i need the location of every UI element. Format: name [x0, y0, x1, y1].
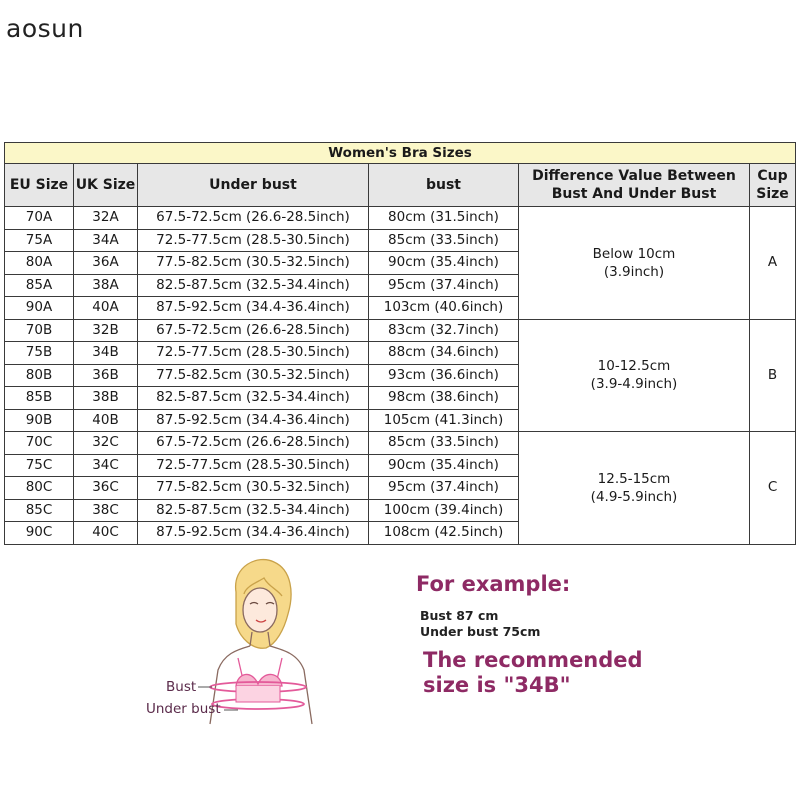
eu-size-cell: 85B	[5, 387, 74, 410]
difference-line: 12.5-15cm	[597, 470, 671, 487]
under-bust-cell: 72.5-77.5cm (28.5-30.5inch)	[138, 342, 369, 365]
bust-cell: 90cm (35.4inch)	[369, 252, 519, 275]
bust-cell: 108cm (42.5inch)	[369, 522, 519, 545]
eu-size-cell: 85A	[5, 274, 74, 297]
recommendation-line-1: The recommended	[423, 648, 643, 672]
eu-size-cell: 80C	[5, 477, 74, 500]
uk-size-cell: 36A	[74, 252, 138, 275]
uk-size-cell: 36B	[74, 364, 138, 387]
under-bust-cell: 72.5-77.5cm (28.5-30.5inch)	[138, 454, 369, 477]
uk-size-cell: 34A	[74, 229, 138, 252]
eu-size-cell: 70A	[5, 207, 74, 230]
table-row	[5, 207, 796, 230]
table-row	[5, 319, 796, 342]
eu-size-header: EU Size	[5, 164, 74, 207]
difference-line: (3.9inch)	[603, 263, 665, 280]
bust-cell: 85cm (33.5inch)	[369, 432, 519, 455]
eu-size-cell: 70C	[5, 432, 74, 455]
under-bust-cell: 72.5-77.5cm (28.5-30.5inch)	[138, 229, 369, 252]
under-bust-cell: 87.5-92.5cm (34.4-36.4inch)	[138, 522, 369, 545]
uk-size-cell: 32B	[74, 319, 138, 342]
uk-size-cell: 38B	[74, 387, 138, 410]
uk-size-cell: 32C	[74, 432, 138, 455]
eu-size-cell: 90B	[5, 409, 74, 432]
eu-size-cell: 75C	[5, 454, 74, 477]
brand-logo-text: aosun	[6, 14, 84, 43]
eu-size-cell: 75B	[5, 342, 74, 365]
eu-size-cell: 80A	[5, 252, 74, 275]
bust-cell: 100cm (39.4inch)	[369, 499, 519, 522]
uk-size-header: UK Size	[74, 164, 138, 207]
bust-cell: 85cm (33.5inch)	[369, 229, 519, 252]
uk-size-cell: 38A	[74, 274, 138, 297]
eu-size-cell: 80B	[5, 364, 74, 387]
cup-size-cell: A	[750, 207, 796, 320]
uk-size-cell: 40C	[74, 522, 138, 545]
uk-size-cell: 40A	[74, 297, 138, 320]
bust-cell: 88cm (34.6inch)	[369, 342, 519, 365]
recommendation	[423, 648, 643, 698]
uk-size-cell: 34B	[74, 342, 138, 365]
bust-header: bust	[369, 164, 519, 207]
eu-size-cell: 75A	[5, 229, 74, 252]
under-bust-cell: 77.5-82.5cm (30.5-32.5inch)	[138, 477, 369, 500]
difference-cell	[519, 432, 750, 545]
uk-size-cell: 40B	[74, 409, 138, 432]
bust-cell: 95cm (37.4inch)	[369, 274, 519, 297]
under-bust-cell: 77.5-82.5cm (30.5-32.5inch)	[138, 364, 369, 387]
difference-line: Below 10cm	[592, 245, 676, 262]
difference-line: (3.9-4.9inch)	[590, 376, 678, 393]
difference-cell	[519, 319, 750, 432]
example-bust: Bust 87 cm	[420, 608, 499, 623]
table-caption: Women's Bra Sizes	[5, 143, 796, 164]
bust-cell: 83cm (32.7inch)	[369, 319, 519, 342]
bust-cell: 103cm (40.6inch)	[369, 297, 519, 320]
bust-cell: 95cm (37.4inch)	[369, 477, 519, 500]
example-title: For example:	[416, 572, 571, 596]
cup-size-cell: B	[750, 319, 796, 432]
difference-cell	[519, 207, 750, 320]
bust-cell: 98cm (38.6inch)	[369, 387, 519, 410]
bust-cell: 90cm (35.4inch)	[369, 454, 519, 477]
difference-line: 10-12.5cm	[597, 358, 671, 375]
uk-size-cell: 36C	[74, 477, 138, 500]
under-bust-cell: 87.5-92.5cm (34.4-36.4inch)	[138, 409, 369, 432]
bust-cell: 105cm (41.3inch)	[369, 409, 519, 432]
eu-size-cell: 85C	[5, 499, 74, 522]
under-bust-header: Under bust	[138, 164, 369, 207]
under-bust-label: Under bust	[146, 701, 221, 717]
cup-size-cell: C	[750, 432, 796, 545]
uk-size-cell: 38C	[74, 499, 138, 522]
under-bust-cell: 67.5-72.5cm (26.6-28.5inch)	[138, 207, 369, 230]
bust-cell: 80cm (31.5inch)	[369, 207, 519, 230]
eu-size-cell: 70B	[5, 319, 74, 342]
under-bust-cell: 87.5-92.5cm (34.4-36.4inch)	[138, 297, 369, 320]
under-bust-cell: 77.5-82.5cm (30.5-32.5inch)	[138, 252, 369, 275]
eu-size-cell: 90A	[5, 297, 74, 320]
under-bust-cell: 67.5-72.5cm (26.6-28.5inch)	[138, 319, 369, 342]
under-bust-cell: 82.5-87.5cm (32.5-34.4inch)	[138, 274, 369, 297]
bra-size-table	[4, 142, 796, 545]
cup-size-header: Cup Size	[750, 164, 796, 207]
uk-size-cell: 32A	[74, 207, 138, 230]
difference-header: Difference Value Between Bust And Under Bust	[519, 164, 750, 207]
example-under-bust: Under bust 75cm	[420, 624, 541, 639]
under-bust-cell: 82.5-87.5cm (32.5-34.4inch)	[138, 387, 369, 410]
uk-size-cell: 34C	[74, 454, 138, 477]
difference-line: (4.9-5.9inch)	[590, 488, 678, 505]
bra-sketch	[210, 674, 306, 709]
table-row	[5, 432, 796, 455]
under-bust-cell: 82.5-87.5cm (32.5-34.4inch)	[138, 499, 369, 522]
bust-label: Bust	[166, 679, 197, 695]
bust-cell: 93cm (36.6inch)	[369, 364, 519, 387]
recommendation-line-2: size is "34B"	[423, 673, 571, 697]
under-bust-cell: 67.5-72.5cm (26.6-28.5inch)	[138, 432, 369, 455]
eu-size-cell: 90C	[5, 522, 74, 545]
